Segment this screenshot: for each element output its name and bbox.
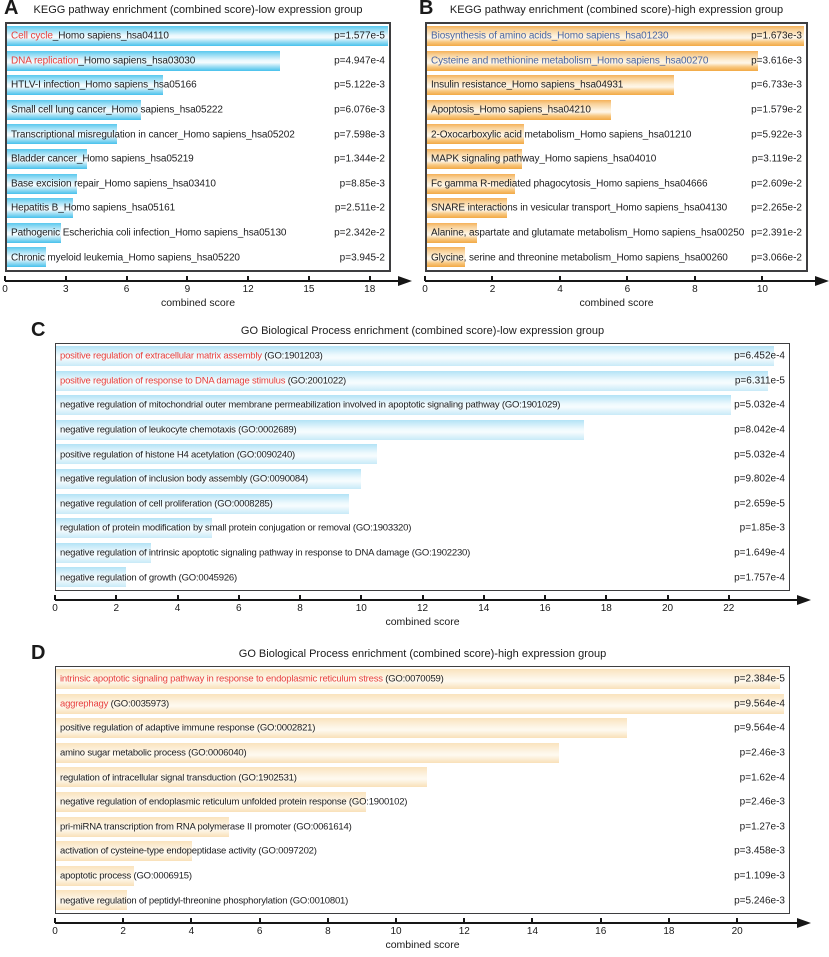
p-value: p=2.265e-2 bbox=[751, 202, 802, 214]
pathway-label-highlight: aggrephagy bbox=[60, 698, 109, 710]
pathway-label bbox=[60, 797, 407, 808]
pathway-label-rest: (GO:1901203) bbox=[261, 350, 323, 362]
axis-tick-label: 3 bbox=[63, 284, 69, 295]
p-value: p=1.649e-4 bbox=[734, 547, 785, 559]
axis-tick bbox=[299, 595, 301, 600]
axis-tick bbox=[605, 595, 607, 600]
chart-row bbox=[56, 565, 789, 590]
axis-tick bbox=[736, 918, 738, 923]
x-axis-label: combined score bbox=[385, 616, 460, 628]
p-value: p=1.577e-5 bbox=[334, 30, 385, 42]
chart-row bbox=[56, 815, 789, 840]
axis-tick-label: 20 bbox=[661, 603, 674, 614]
pathway-label-rest: regulation of protein modification by small protein conjugation or removal (GO:1903320) bbox=[60, 522, 412, 534]
axis-tick bbox=[327, 918, 329, 923]
pathway-label bbox=[11, 55, 195, 66]
pathway-label-rest: amino sugar metabolic process (GO:0006040) bbox=[60, 747, 247, 759]
pathway-label-rest: SNARE interactions in vesicular transport_Homo sapiens_hsa04130 bbox=[431, 202, 728, 214]
chart-row bbox=[56, 344, 789, 369]
axis-tick-label: 6 bbox=[123, 284, 130, 295]
pathway-label-rest: Bladder cancer_Homo sapiens_hsa05219 bbox=[11, 153, 194, 165]
chart-row bbox=[427, 221, 806, 246]
axis-tick-label: 12 bbox=[242, 284, 254, 295]
axis-tick bbox=[54, 918, 56, 923]
pathway-label-rest: 2-Oxocarboxylic acid metabolism_Homo sapiens_hsa01210 bbox=[431, 129, 692, 141]
axis-tick-label: 18 bbox=[364, 284, 376, 295]
chart-row bbox=[56, 516, 789, 541]
axis-tick bbox=[360, 595, 362, 600]
chart-row bbox=[56, 741, 789, 766]
chart-row bbox=[56, 492, 789, 517]
pathway-label-rest: Hepatitis B_Homo sapiens_hsa05161 bbox=[11, 202, 176, 214]
chart-row bbox=[7, 221, 389, 246]
pathway-label-rest: negative regulation of inclusion body assembly (GO:0090084) bbox=[60, 473, 309, 485]
pathway-label bbox=[60, 572, 237, 583]
pathway-label-highlight: Biosynthesis of amino acids_Homo sapiens_hsa01230 bbox=[431, 30, 669, 42]
panel-letter: A bbox=[4, 0, 19, 19]
plot-area bbox=[55, 666, 790, 914]
pathway-label-rest: Small cell lung cancer_Homo sapiens_hsa05222 bbox=[11, 104, 223, 116]
axis-tick bbox=[395, 918, 397, 923]
pathway-label bbox=[11, 154, 194, 165]
pathway-label-rest: Transcriptional misregulation in cancer_Homo sapiens_hsa05202 bbox=[11, 129, 295, 141]
axis-tick-label: 16 bbox=[539, 603, 551, 614]
chart-row bbox=[56, 790, 789, 815]
x-axis-line bbox=[55, 922, 799, 924]
axis-tick bbox=[694, 276, 696, 281]
p-value: p=3.066e-2 bbox=[751, 252, 802, 264]
panel-title: GO Biological Process enrichment (combined score)-high expression group bbox=[238, 648, 607, 660]
p-value: p=2.659e-5 bbox=[734, 498, 785, 510]
chart-row bbox=[7, 24, 389, 49]
chart-row bbox=[56, 888, 789, 913]
axis-tick bbox=[65, 276, 67, 281]
pathway-label-rest: _Homo sapiens_hsa03030 bbox=[78, 55, 196, 67]
chart-row bbox=[56, 393, 789, 418]
pathway-label-rest: (GO:0070059) bbox=[382, 673, 444, 685]
x-axis-line bbox=[425, 280, 817, 282]
axis-tick-label: 0 bbox=[52, 926, 58, 937]
p-value: p=5.922e-3 bbox=[751, 129, 802, 141]
chart-row bbox=[427, 24, 806, 49]
axis-tick bbox=[126, 276, 128, 281]
p-value: p=5.246e-3 bbox=[734, 895, 785, 907]
pathway-label-highlight: Cysteine and methionine metabolism_Homo sapiens_hsa00270 bbox=[431, 55, 709, 67]
axis-tick-label: 10 bbox=[756, 284, 768, 295]
pathway-label bbox=[60, 548, 470, 559]
axis-tick bbox=[259, 918, 261, 923]
x-axis-line bbox=[55, 599, 799, 601]
pathway-label bbox=[11, 252, 240, 263]
panel-letter: B bbox=[419, 0, 434, 19]
p-value: p=5.032e-4 bbox=[734, 399, 785, 411]
axis-tick bbox=[544, 595, 546, 600]
pathway-label-rest: (GO:2001022) bbox=[285, 375, 347, 387]
chart-row bbox=[427, 172, 806, 197]
pathway-label bbox=[60, 474, 308, 485]
pathway-label-rest: activation of cysteine-type endopeptidase activity (GO:0097202) bbox=[60, 845, 317, 857]
chart-row bbox=[7, 49, 389, 74]
panel-letter: C bbox=[31, 319, 46, 341]
pathway-label bbox=[60, 425, 296, 436]
p-value: p=1.344e-2 bbox=[334, 153, 385, 165]
x-axis bbox=[2, 275, 391, 315]
pathway-label bbox=[431, 228, 744, 239]
chart-row bbox=[7, 98, 389, 123]
chart-row bbox=[427, 147, 806, 172]
axis-tick-label: 0 bbox=[422, 284, 428, 295]
pathway-label-rest: Pathogenic Escherichia coli infection_Homo sapiens_hsa05130 bbox=[11, 227, 287, 239]
pathway-label bbox=[431, 178, 707, 189]
axis-tick bbox=[369, 276, 371, 281]
p-value: p=2.46e-3 bbox=[739, 747, 785, 759]
pathway-label bbox=[11, 80, 197, 91]
p-value: p=1.673e-3 bbox=[751, 30, 802, 42]
axis-tick-label: 2 bbox=[120, 926, 126, 937]
chart-row bbox=[56, 716, 789, 741]
x-axis-label: combined score bbox=[160, 297, 236, 309]
pathway-label bbox=[60, 498, 273, 509]
axis-tick bbox=[54, 595, 56, 600]
pathway-label bbox=[60, 674, 444, 685]
pathway-label-rest: negative regulation of leukocyte chemotaxis (GO:0002689) bbox=[60, 424, 297, 436]
axis-tick-label: 18 bbox=[663, 926, 675, 937]
pathway-label-rest: Alanine, aspartate and glutamate metabolism_Homo sapiens_hsa00250 bbox=[431, 227, 745, 239]
chart-row bbox=[56, 369, 789, 394]
pathway-label bbox=[60, 821, 352, 832]
p-value: p=9.564e-4 bbox=[734, 722, 785, 734]
chart-row bbox=[427, 196, 806, 221]
pathway-label bbox=[60, 772, 297, 783]
axis-tick-label: 6 bbox=[235, 603, 242, 614]
chart-row bbox=[427, 245, 806, 270]
axis-tick bbox=[761, 276, 763, 281]
p-value: p=5.122e-3 bbox=[334, 79, 385, 91]
chart-row bbox=[7, 73, 389, 98]
pathway-label bbox=[11, 31, 169, 42]
x-axis-arrowhead-icon bbox=[815, 276, 829, 286]
chart-row bbox=[56, 467, 789, 492]
pathway-label-highlight: intrinsic apoptotic signaling pathway in response to endoplasmic reticulum stress bbox=[60, 673, 383, 685]
pathway-label-rest: (GO:0035973) bbox=[108, 698, 169, 710]
axis-tick bbox=[491, 276, 493, 281]
axis-tick-label: 20 bbox=[731, 926, 743, 937]
p-value: p=4.947e-4 bbox=[334, 55, 385, 67]
pathway-label bbox=[11, 203, 175, 214]
pathway-label-rest: Chronic myeloid leukemia_Homo sapiens_hsa05220 bbox=[11, 252, 240, 264]
panel-b-slot bbox=[407, 0, 814, 315]
axis-tick bbox=[422, 595, 424, 600]
pathway-label bbox=[60, 375, 346, 386]
p-value: p=2.609e-2 bbox=[751, 178, 802, 190]
axis-tick bbox=[247, 276, 249, 281]
panel-title: KEGG pathway enrichment (combined score)-high expression group bbox=[449, 4, 784, 16]
pathway-label bbox=[11, 105, 223, 116]
axis-tick bbox=[531, 918, 533, 923]
enrichment-panel bbox=[31, 319, 790, 634]
p-value: p=7.598e-3 bbox=[334, 129, 385, 141]
panel-title: KEGG pathway enrichment (combined score)-low expression group bbox=[33, 4, 363, 16]
axis-tick-label: 2 bbox=[113, 603, 120, 614]
p-value: p=9.564e-4 bbox=[734, 698, 785, 710]
axis-tick-label: 4 bbox=[174, 603, 181, 614]
axis-tick-label: 16 bbox=[595, 926, 607, 937]
pathway-label-rest: negative regulation of cell proliferation (GO:0008285) bbox=[60, 498, 273, 510]
pathway-label-rest: Apoptosis_Homo sapiens_hsa04210 bbox=[431, 104, 591, 116]
panel-d-slot bbox=[0, 634, 814, 957]
pathway-label-rest: positive regulation of adaptive immune response (GO:0002821) bbox=[60, 722, 316, 734]
x-axis bbox=[52, 917, 790, 957]
enrichment-panel bbox=[31, 642, 790, 957]
axis-tick-label: 8 bbox=[692, 284, 698, 295]
enrichment-panel bbox=[2, 0, 391, 315]
p-value: p=3.458e-3 bbox=[734, 845, 785, 857]
pathway-label-rest: positive regulation of histone H4 acetylation (GO:0090240) bbox=[60, 449, 296, 461]
axis-tick-label: 12 bbox=[416, 603, 429, 614]
chart-row bbox=[56, 667, 789, 692]
chart-row bbox=[7, 172, 389, 197]
axis-tick-label: 12 bbox=[458, 926, 470, 937]
chart-row bbox=[7, 122, 389, 147]
axis-tick-label: 22 bbox=[723, 603, 735, 614]
pathway-label-rest: Insulin resistance_Homo sapiens_hsa04931 bbox=[431, 79, 624, 91]
p-value: p=3.945-2 bbox=[339, 252, 385, 264]
pathway-label bbox=[60, 748, 246, 759]
x-axis-label: combined score bbox=[579, 297, 654, 309]
p-value: p=2.511e-2 bbox=[334, 202, 385, 214]
pathway-label-rest: negative regulation of endoplasmic reticulum unfolded protein response (GO:1900102) bbox=[60, 796, 408, 808]
pathway-label-rest: pri-miRNA transcription from RNA polymerase II promoter (GO:0061614) bbox=[60, 821, 352, 833]
axis-tick-label: 10 bbox=[390, 926, 402, 937]
pathway-label-rest: negative regulation of intrinsic apoptotic signaling pathway in response to DNA damage (GO:1902230) bbox=[60, 547, 471, 559]
axis-tick-label: 8 bbox=[325, 926, 331, 937]
axis-tick bbox=[668, 918, 670, 923]
pathway-label bbox=[60, 698, 169, 709]
axis-tick bbox=[186, 276, 188, 281]
x-axis-arrowhead-icon bbox=[797, 595, 811, 605]
axis-tick-label: 2 bbox=[489, 284, 496, 295]
axis-tick bbox=[308, 276, 310, 281]
p-value: p=5.032e-4 bbox=[734, 449, 785, 461]
axis-tick-label: 9 bbox=[184, 284, 191, 295]
axis-tick-label: 0 bbox=[52, 603, 58, 614]
pathway-label bbox=[60, 846, 317, 857]
pathway-label-rest: _Homo sapiens_hsa04110 bbox=[52, 30, 169, 42]
axis-tick bbox=[190, 918, 192, 923]
axis-tick bbox=[559, 276, 561, 281]
pathway-label-rest: Fc gamma R-mediated phagocytosis_Homo sapiens_hsa04666 bbox=[431, 178, 708, 190]
p-value: p=6.076e-3 bbox=[334, 104, 385, 116]
p-value: p=1.109e-3 bbox=[734, 870, 785, 882]
p-value: p=1.579e-2 bbox=[751, 104, 802, 116]
axis-tick-label: 18 bbox=[600, 603, 612, 614]
axis-tick-label: 4 bbox=[188, 926, 195, 937]
chart-row bbox=[7, 147, 389, 172]
p-value: p=1.757e-4 bbox=[734, 572, 785, 584]
pathway-label bbox=[431, 105, 591, 116]
pathway-label bbox=[60, 523, 411, 534]
pathway-label bbox=[431, 31, 668, 42]
pathway-label bbox=[60, 895, 348, 906]
enrichment-panel bbox=[419, 0, 808, 315]
panel-c-slot bbox=[0, 315, 814, 634]
p-value: p=6.311e-5 bbox=[734, 375, 785, 387]
pathway-label bbox=[60, 449, 295, 460]
pathway-label-rest: Base excision repair_Homo sapiens_hsa03410 bbox=[11, 178, 216, 190]
pathway-label-rest: regulation of intracellular signal transduction (GO:1902531) bbox=[60, 772, 297, 784]
kegg-panels-row bbox=[0, 0, 814, 315]
pathway-label bbox=[60, 871, 192, 882]
axis-tick bbox=[667, 595, 669, 600]
pathway-label bbox=[11, 228, 286, 239]
axis-tick bbox=[115, 595, 117, 600]
axis-tick-label: 6 bbox=[624, 284, 631, 295]
axis-tick-label: 15 bbox=[303, 284, 315, 295]
p-value: p=2.391e-2 bbox=[751, 227, 802, 239]
chart-row bbox=[427, 49, 806, 74]
axis-tick bbox=[424, 276, 426, 281]
x-axis-arrowhead-icon bbox=[797, 918, 811, 928]
pathway-label bbox=[60, 400, 560, 411]
chart-row bbox=[56, 765, 789, 790]
chart-row bbox=[56, 864, 789, 889]
pathway-label-highlight: Cell cycle bbox=[11, 30, 53, 42]
chart-row bbox=[7, 196, 389, 221]
chart-row bbox=[56, 692, 789, 717]
pathway-label-rest: negative regulation of mitochondrial outer membrane permeabilization involved in apoptotic signaling pathway (GO:1901029) bbox=[60, 399, 561, 411]
p-value: p=6.452e-4 bbox=[734, 350, 785, 362]
axis-tick bbox=[483, 595, 485, 600]
axis-tick-label: 14 bbox=[526, 926, 539, 937]
pathway-label bbox=[431, 154, 656, 165]
panel-title: GO Biological Process enrichment (combined score)-low expression group bbox=[240, 325, 605, 337]
x-axis bbox=[52, 594, 790, 634]
chart-row bbox=[56, 442, 789, 467]
pathway-label bbox=[431, 203, 727, 214]
p-value: p=8.85e-3 bbox=[339, 178, 385, 190]
chart-row bbox=[427, 98, 806, 123]
axis-tick-label: 0 bbox=[2, 284, 8, 295]
p-value: p=3.119e-2 bbox=[751, 153, 802, 165]
axis-tick bbox=[600, 918, 602, 923]
pathway-label-highlight: DNA replication bbox=[11, 55, 79, 67]
pathway-label-rest: MAPK signaling pathway_Homo sapiens_hsa04010 bbox=[431, 153, 657, 165]
pathway-label bbox=[11, 178, 216, 189]
pathway-label-rest: apoptotic process (GO:0006915) bbox=[60, 870, 192, 882]
axis-tick bbox=[728, 595, 730, 600]
pathway-label-highlight: positive regulation of response to DNA damage stimulus bbox=[60, 375, 286, 387]
plot-area bbox=[425, 22, 808, 272]
p-value: p=9.802e-4 bbox=[734, 473, 785, 485]
pathway-label bbox=[431, 129, 691, 140]
pathway-label bbox=[431, 252, 728, 263]
p-value: p=8.042e-4 bbox=[734, 424, 785, 436]
chart-row bbox=[427, 73, 806, 98]
axis-tick bbox=[177, 595, 179, 600]
axis-tick-label: 4 bbox=[557, 284, 563, 295]
axis-tick bbox=[122, 918, 124, 923]
panel-a-slot bbox=[0, 0, 407, 315]
pathway-label-rest: HTLV-I infection_Homo sapiens_hsa05166 bbox=[11, 79, 197, 91]
pathway-label-rest: Glycine, serine and threonine metabolism_Homo sapiens_hsa00260 bbox=[431, 252, 728, 264]
axis-tick-label: 14 bbox=[478, 603, 490, 614]
axis-tick bbox=[238, 595, 240, 600]
p-value: p=1.62e-4 bbox=[739, 772, 785, 784]
p-value: p=6.733e-3 bbox=[751, 79, 802, 91]
chart-row bbox=[56, 541, 789, 566]
x-axis-label: combined score bbox=[385, 939, 460, 951]
p-value: p=3.616e-3 bbox=[751, 55, 802, 67]
axis-tick-label: 6 bbox=[256, 926, 263, 937]
p-value: p=1.85e-3 bbox=[739, 522, 785, 534]
pathway-label bbox=[431, 80, 623, 91]
axis-tick-label: 8 bbox=[297, 603, 303, 614]
pathway-label bbox=[60, 723, 315, 734]
plot-area bbox=[55, 343, 790, 591]
plot-area bbox=[5, 22, 391, 272]
axis-tick bbox=[463, 918, 465, 923]
p-value: p=1.27e-3 bbox=[739, 821, 785, 833]
chart-row bbox=[56, 418, 789, 443]
pathway-label bbox=[431, 55, 708, 66]
pathway-label bbox=[11, 129, 295, 140]
p-value: p=2.46e-3 bbox=[739, 796, 785, 808]
chart-row bbox=[427, 122, 806, 147]
chart-row bbox=[56, 839, 789, 864]
chart-row bbox=[7, 245, 389, 270]
panel-letter: D bbox=[31, 642, 46, 664]
p-value: p=2.342e-2 bbox=[334, 227, 385, 239]
pathway-label-rest: negative regulation of peptidyl-threonine phosphorylation (GO:0010801) bbox=[60, 895, 349, 907]
p-value: p=2.384e-5 bbox=[734, 673, 785, 685]
x-axis bbox=[422, 275, 808, 315]
pathway-label bbox=[60, 351, 323, 362]
axis-tick bbox=[626, 276, 628, 281]
pathway-label-highlight: positive regulation of extracellular matrix assembly bbox=[60, 350, 262, 362]
axis-tick bbox=[4, 276, 6, 281]
axis-tick-label: 10 bbox=[355, 603, 367, 614]
pathway-label-rest: negative regulation of growth (GO:0045926) bbox=[60, 572, 237, 584]
